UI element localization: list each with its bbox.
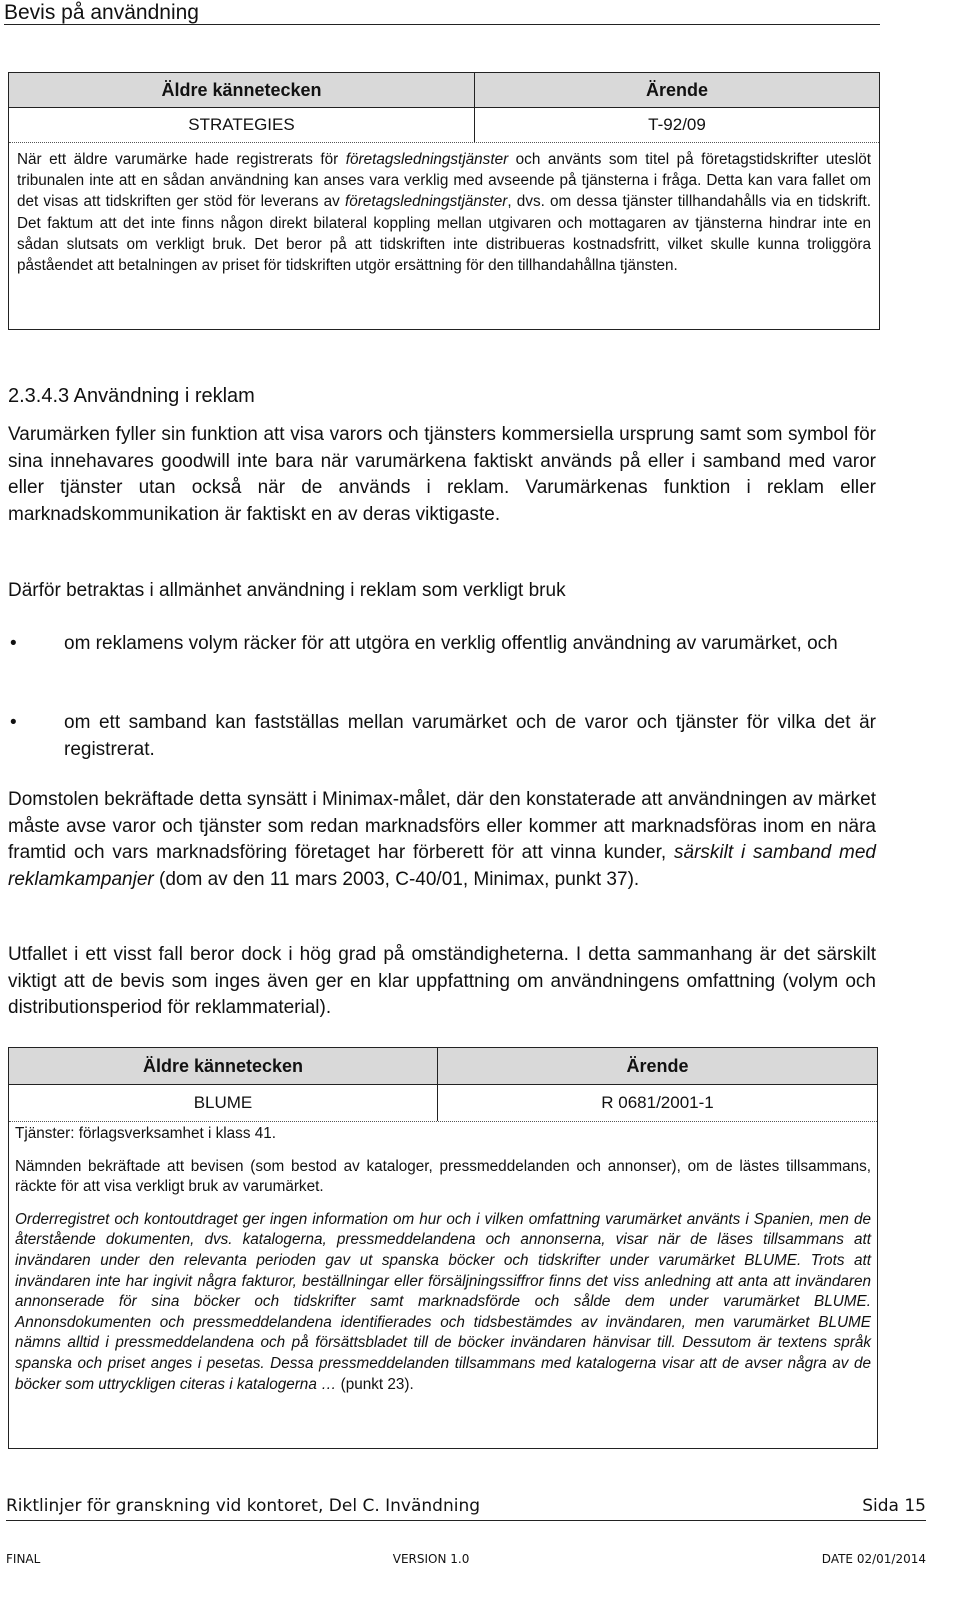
bullet-list — [8, 710, 876, 763]
quoted-text: Orderregistret och kontoutdraget ger ingen information om hur och i vilken omfattning varumärket använts i Spanien, men de återstående dokumenten, dvs. katalogerna, pressmeddelandena och annonserna, visar när de läses tillsammans att invändaren under den relevanta perioden gav ut spanska böcker och tidskrifter under varumärket BLUME. Trots att invändaren inte har ingivit några fakturor, beställningar eller försäljningssiffror finns det viss anledning att anta att invändaren annonserade för sina böcker och tidskrifter samt marknadsförde och sålde dem under varumärket BLUME. Annonsdokumenten och pressmeddelandena identifierades och tidsbestämdes av invändaren, men varumärket BLUME nämns alltid i pressmeddelandena och på försättsbladet till de böcker invändaren hänvisar till. Dessutom är textens språk spanska och priset anges i pesetas. Dessa pressmeddelanden tillsammans med katalogerna visar att de avser några av de böcker som uttryckligen citeras i katalogerna … — [15, 1210, 871, 1393]
footer-document-title: Riktlinjer för granskning vid kontoret, Del C. Invändning — [6, 1496, 481, 1516]
case-summary-emphasis: företagsledningstjänster — [344, 193, 508, 211]
footer-meta — [6, 1552, 926, 1566]
case-box-row — [9, 108, 879, 143]
body-paragraph — [8, 787, 876, 893]
header-divider — [4, 24, 880, 25]
earlier-mark-value: BLUME — [193, 1093, 253, 1112]
board-finding: Nämnden bekräftade att bevisen (som bestod av kataloger, pressmeddelanden och annonser), om de lästes tillsammans, räckte för att visa verkligt bruk av varumärket. — [15, 1157, 871, 1196]
quote-reference: (punkt 23). — [336, 1375, 414, 1393]
case-summary — [9, 1122, 877, 1395]
case-summary-emphasis: företagsledningstjänster — [345, 151, 509, 168]
col-earlier-mark-header: Äldre kännetecken — [142, 1055, 304, 1076]
body-paragraph: Utfallet i ett visst fall beror dock i hög grad på omständigheterna. I detta sammanhang är det särskilt viktigt att de bevis som inges även ger en klar uppfattning om användningens omfattning (volym och distributionsperiod för reklammaterial). — [8, 944, 876, 1018]
case-summary-text: , dvs. om dessa tjänster tillhandahålls via en tidskrift. Det faktum att det inte finns någon direkt bilateral koppling mellan utgivaren och mottagaren av tjänsterna hindrar inte en sådan slutsats om verkligt bruk. Det beror på att tidskriften inte distribueras kostnadsfritt, vilket skulle kunna troliggöra påståendet att betalningen av priset för tidskriften utgör ersättning för den tillhandahållna tjänsten. — [17, 193, 871, 275]
case-box-blume — [8, 1047, 878, 1449]
col-case-header: Ärende — [474, 73, 879, 107]
case-number-value: T-92/09 — [474, 108, 879, 142]
bullet-icon: • — [10, 633, 17, 654]
services-line: Tjänster: förlagsverksamhet i klass 41. — [15, 1125, 276, 1142]
footer-divider — [6, 1520, 926, 1521]
body-text: (dom av den 11 mars 2003, C-40/01, Minimax, punkt 37). — [153, 868, 640, 890]
bullet-item — [8, 631, 876, 658]
case-box-row — [9, 1085, 877, 1122]
body-paragraph: Varumärken fyller sin funktion att visa varors och tjänsters kommersiella ursprung samt som symbol för sina innehavares goodwill inte bara när varumärkena faktiskt används på eller i samband med varor eller tjänster utan också när de används i reklam. Varumärkenas funktion i reklam eller marknadskommunikation är faktiskt en av deras viktigaste. — [8, 424, 876, 525]
col-earlier-mark-header: Äldre kännetecken — [161, 79, 322, 100]
case-box-header — [9, 73, 879, 108]
case-box-strategies — [8, 72, 880, 330]
bullet-text: om reklamens volym räcker för att utgöra en verklig offentlig användning av varumärket, och — [64, 633, 838, 654]
case-summary-text: När ett äldre varumärke hade registrerats för — [17, 151, 346, 168]
case-box-header — [9, 1048, 877, 1085]
bullet-item — [8, 710, 876, 763]
case-number-value: R 0681/2001-1 — [437, 1085, 877, 1121]
quoted-decision — [15, 1210, 871, 1395]
footer-date: DATE 02/01/2014 — [821, 1552, 926, 1566]
footer-status: FINAL — [6, 1552, 41, 1566]
page-header-title: Bevis på användning — [4, 1, 199, 24]
section-heading: 2.3.4.3 Användning i reklam — [8, 385, 255, 407]
bullet-icon: • — [10, 712, 17, 733]
bullet-list — [8, 631, 876, 658]
earlier-mark-value: STRATEGIES — [188, 115, 295, 134]
case-summary — [9, 143, 879, 276]
body-emphasis: särskilt i samband med reklamkampanjer — [8, 842, 877, 890]
col-case-header: Ärende — [437, 1048, 877, 1084]
footer-version: VERSION 1.0 — [392, 1552, 470, 1566]
body-paragraph: Därför betraktas i allmänhet användning i reklam som verkligt bruk — [8, 580, 566, 601]
bullet-text: om ett samband kan fastställas mellan varumärket och de varor och tjänster för vilka det är registrerat. — [64, 712, 876, 760]
case-summary-text: och använts som titel på företagstidskrifter uteslöt tribunalen inte att en sådan användning kan anses vara verklig med avseende på tjänsterna i fråga. Detta kan vara fallet om det visas att tidskriften ger stöd för leverans av — [17, 151, 871, 211]
page-footer — [6, 1496, 926, 1516]
footer-page-number: Sida 15 — [862, 1496, 926, 1516]
body-text: Domstolen bekräftade detta synsätt i Minimax-målet, där den konstaterade att användningen av märket måste avse varor och tjänster som redan marknadsförs eller kommer att marknadsföras inom en nära framtid och vars marknadsföring företaget har förberett för att vinna kunder, — [8, 789, 876, 863]
